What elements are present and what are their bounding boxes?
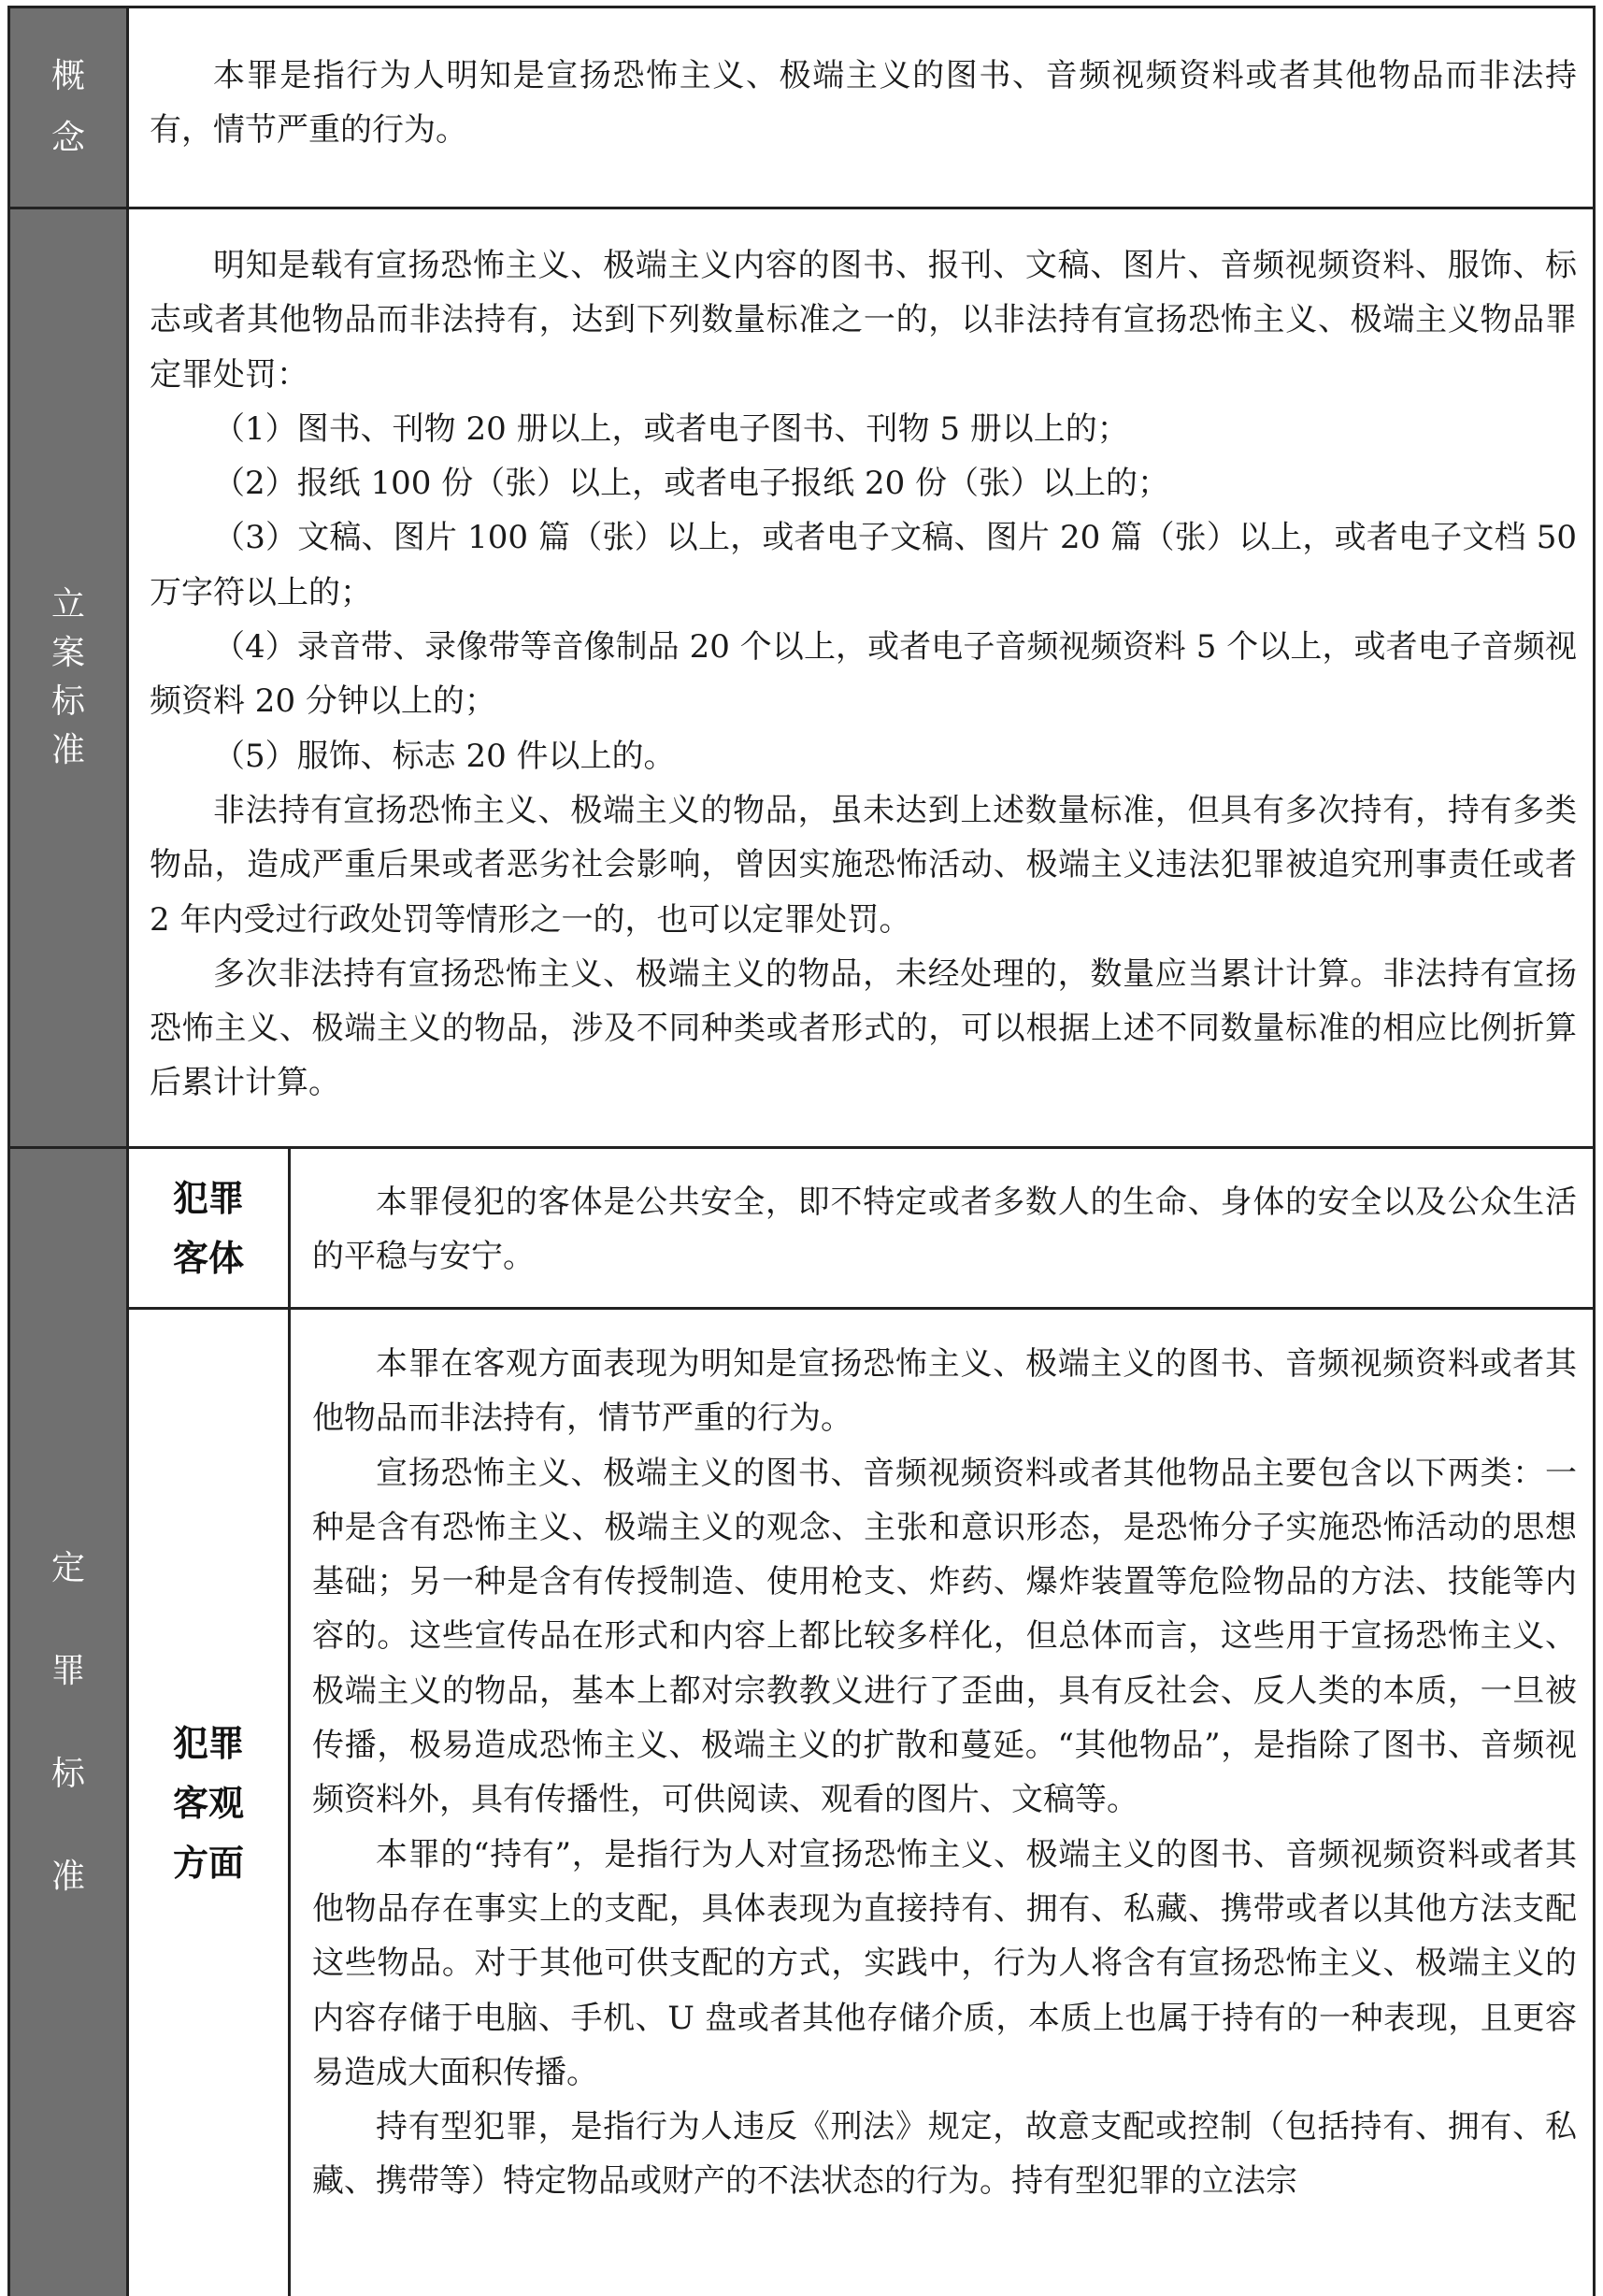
row-divider [7,207,1596,209]
sub-label-line: 客体 [172,1237,244,1279]
standard-item: （5）服饰、标志 20 件以上的。 [213,737,676,775]
label-crime-objective-aspect [129,1310,288,2296]
concept-text: 本罪是指行为人明知是宣扬恐怖主义、极端主义的图书、音频视频资料或者其他物品而非法持有，情节严重的行为。 [150,57,1577,150]
standard-item: （1）图书、刊物 20 册以上，或者电子图书、刊物 5 册以上的； [213,409,1129,448]
label-concept [10,8,126,207]
crime-object-content [312,1175,1577,1284]
standard-item: （4）录音带、录像带等音像制品 20 个以上，或者电子音频视频资料 5 个以上，或者电子音频视频资料 20 分钟以上的； [150,628,1577,721]
row-divider [128,1307,1596,1310]
label-char: 定 [50,1548,85,1587]
concept-content [150,49,1577,158]
standard-item: （2）报纸 100 份（张）以上，或者电子报纸 20 份（张）以上的； [213,465,1170,503]
standard-paragraph: 明知是载有宣扬恐怖主义、极端主义内容的图书、报刊、文稿、图片、音频视频资料、服饰、标志或者其他物品而非法持有，达到下列数量标准之一的，以非法持有宣扬恐怖主义、极端主义物品罪定罪处罚： [150,247,1577,394]
label-conviction-standard [10,1149,126,2296]
label-char: 准 [50,1857,85,1896]
standard-content [150,238,1577,1111]
sub-label-line: 方面 [172,1842,244,1884]
standard-item: （3）文稿、图片 100 篇（张）以上，或者电子文稿、图片 20 篇（张）以上，或者电子文档 50 万字符以上的； [150,519,1577,611]
sub-label-line: 客观 [172,1782,244,1824]
label-char: 立 [50,585,85,624]
crime-object-text: 本罪侵犯的客体是公共安全，即不特定或者多数人的生命、身体的安全以及公众生活的平稳与安宁。 [312,1184,1577,1276]
objective-paragraph: 本罪的“持有”，是指行为人对宣扬恐怖主义、极端主义的图书、音频视频资料或者其他物品存在事实上的支配，具体表现为直接持有、拥有、私藏、携带或者以其他方法支配这些物品。对于其他可供支配的方式，实践中，行为人将含有宣扬恐怖主义、极端主义的内容存储于电脑、手机、U 盘或者其他存储介质，本质上也属于持有的一种表现，且更容易造成大面积传播。 [312,1835,1577,2091]
label-char: 概 [50,57,85,95]
label-filing-standard [10,209,126,1146]
sub-label-line: 犯罪 [172,1177,244,1219]
standard-paragraph: 非法持有宣扬恐怖主义、极端主义的物品，虽未达到上述数量标准，但具有多次持有，持有多类物品，造成严重后果或者恶劣社会影响，曾因实施恐怖活动、极端主义违法犯罪被追究刑事责任或者 2 年内受过行政处罚等情形之一的，也可以定罪处罚。 [150,791,1577,939]
label-char: 准 [50,731,85,769]
label-char: 标 [50,682,85,721]
standard-paragraph: 多次非法持有宣扬恐怖主义、极端主义的物品，未经处理的，数量应当累计计算。非法持有宣扬恐怖主义、极端主义的物品，涉及不同种类或者形式的，可以根据上述不同数量标准的相应比例折算后累计计算。 [150,954,1577,1102]
label-char: 案 [50,634,85,672]
objective-paragraph: 本罪在客观方面表现为明知是宣扬恐怖主义、极端主义的图书、音频视频资料或者其他物品而非法持有，情节严重的行为。 [312,1345,1577,1438]
label-crime-object [129,1149,288,1307]
crime-objective-content [312,1337,1577,2209]
objective-paragraph: 宣扬恐怖主义、极端主义的图书、音频视频资料或者其他物品主要包含以下两类：一种是含有恐怖主义、极端主义的观念、主张和意识形态，是恐怖分子实施恐怖活动的思想基础；另一种是含有传授制造、使用枪支、炸药、爆炸装置等危险物品的方法、技能等内容的。这些宣传品在形式和内容上都比较多样化，但总体而言，这些用于宣扬恐怖主义、极端主义的物品，基本上都对宗教教义进行了歪曲，具有反社会、反人类的本质，一旦被传播，极易造成恐怖主义、极端主义的扩散和蔓延。“其他物品”，是指除了图书、音频视频资料外，具有传播性，可供阅读、观看的图片、文稿等。 [312,1454,1577,1819]
label-char: 罪 [50,1651,85,1690]
objective-paragraph: 持有型犯罪，是指行为人违反《刑法》规定，故意支配或控制（包括持有、拥有、私藏、携带等）特定物品或财产的不法状态的行为。持有型犯罪的立法宗 [312,2108,1577,2201]
label-char: 念 [50,119,85,157]
column-divider [288,1146,291,2296]
sub-label-line: 犯罪 [172,1722,244,1764]
label-char: 标 [50,1754,85,1793]
